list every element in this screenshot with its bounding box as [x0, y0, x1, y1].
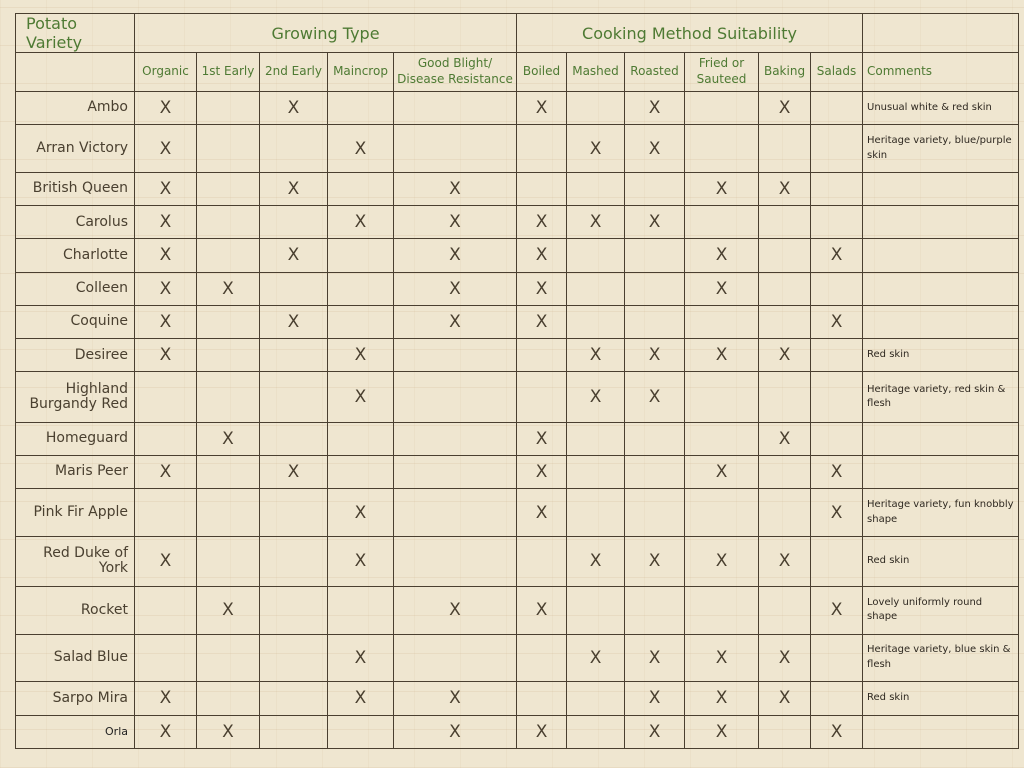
table-row: [16, 587, 1019, 635]
check-mark-cell: X: [685, 634, 759, 682]
empty-cell: [811, 422, 863, 455]
check-mark-cell: X: [811, 715, 863, 749]
check-mark-cell: X: [625, 536, 685, 586]
check-mark-cell: X: [328, 682, 394, 715]
variety-name: Sarpo Mira: [16, 682, 135, 715]
empty-cell: [567, 587, 625, 635]
check-mark-cell: X: [197, 422, 260, 455]
check-mark-cell: X: [759, 536, 811, 586]
check-mark-cell: X: [625, 339, 685, 372]
check-mark-cell: X: [811, 489, 863, 537]
variety-name: Coquine: [16, 305, 135, 338]
check-mark-cell: X: [625, 715, 685, 749]
empty-cell: [759, 587, 811, 635]
check-mark-cell: X: [517, 489, 567, 537]
check-mark-cell: X: [135, 536, 197, 586]
check-mark-cell: X: [567, 634, 625, 682]
empty-cell: [567, 489, 625, 537]
empty-cell: [625, 456, 685, 489]
empty-cell: [260, 125, 328, 173]
comment-cell: [863, 172, 1019, 205]
check-mark-cell: X: [394, 715, 517, 749]
empty-cell: [260, 422, 328, 455]
table-row: [16, 172, 1019, 205]
empty-cell: [625, 489, 685, 537]
table-row: [16, 422, 1019, 455]
variety-name: Desiree: [16, 339, 135, 372]
check-mark-cell: X: [135, 305, 197, 338]
comment-cell: [863, 456, 1019, 489]
empty-cell: [517, 125, 567, 173]
variety-name: Orla: [16, 715, 135, 749]
empty-cell: [135, 372, 197, 422]
table-row: [16, 305, 1019, 338]
empty-cell: [759, 125, 811, 173]
variety-name: Charlotte: [16, 239, 135, 272]
empty-cell: [394, 489, 517, 537]
check-mark-cell: X: [517, 456, 567, 489]
variety-name: Rocket: [16, 587, 135, 635]
comment-cell: Red skin: [863, 682, 1019, 715]
check-mark-cell: X: [567, 339, 625, 372]
check-mark-cell: X: [567, 536, 625, 586]
empty-cell: [759, 305, 811, 338]
check-mark-cell: X: [197, 587, 260, 635]
check-mark-cell: X: [567, 206, 625, 239]
check-mark-cell: X: [328, 536, 394, 586]
check-mark-cell: X: [685, 272, 759, 305]
empty-cell: [759, 206, 811, 239]
empty-cell: [517, 682, 567, 715]
check-mark-cell: X: [625, 634, 685, 682]
empty-cell: [394, 125, 517, 173]
col-salads: Salads: [811, 53, 863, 92]
check-mark-cell: X: [517, 305, 567, 338]
empty-cell: [685, 587, 759, 635]
variety-name: British Queen: [16, 172, 135, 205]
check-mark-cell: X: [394, 272, 517, 305]
cooking-method-header: Cooking Method Suitability: [517, 14, 863, 53]
check-mark-cell: X: [759, 682, 811, 715]
empty-cell: [685, 372, 759, 422]
empty-cell: [567, 272, 625, 305]
check-mark-cell: X: [517, 272, 567, 305]
variety-name: Homeguard: [16, 422, 135, 455]
check-mark-cell: X: [685, 339, 759, 372]
comment-cell: Red skin: [863, 339, 1019, 372]
empty-cell: [260, 372, 328, 422]
empty-cell: [260, 339, 328, 372]
comment-cell: Red skin: [863, 536, 1019, 586]
empty-cell: [394, 339, 517, 372]
variety-header: Potato Variety: [16, 14, 135, 53]
check-mark-cell: X: [135, 456, 197, 489]
empty-cell: [197, 456, 260, 489]
comment-cell: [863, 305, 1019, 338]
empty-cell: [197, 682, 260, 715]
col-maincrop: Maincrop: [328, 53, 394, 92]
table-row: [16, 272, 1019, 305]
comment-cell: [863, 422, 1019, 455]
comment-cell: Heritage variety, blue skin & flesh: [863, 634, 1019, 682]
empty-cell: [567, 239, 625, 272]
check-mark-cell: X: [135, 172, 197, 205]
check-mark-cell: X: [517, 587, 567, 635]
empty-cell: [625, 239, 685, 272]
check-mark-cell: X: [811, 305, 863, 338]
empty-cell: [625, 305, 685, 338]
empty-cell: [685, 489, 759, 537]
comment-cell: Lovely uniformly round shape: [863, 587, 1019, 635]
check-mark-cell: X: [260, 305, 328, 338]
empty-cell: [517, 536, 567, 586]
empty-cell: [811, 125, 863, 173]
check-mark-cell: X: [685, 682, 759, 715]
comments-group-header: [863, 14, 1019, 53]
empty-cell: [517, 634, 567, 682]
check-mark-cell: X: [759, 634, 811, 682]
empty-cell: [759, 239, 811, 272]
check-mark-cell: X: [135, 125, 197, 173]
check-mark-cell: X: [394, 682, 517, 715]
empty-cell: [759, 489, 811, 537]
empty-cell: [759, 715, 811, 749]
variety-name: Red Duke of York: [16, 536, 135, 586]
empty-cell: [260, 206, 328, 239]
empty-cell: [811, 206, 863, 239]
check-mark-cell: X: [328, 489, 394, 537]
empty-cell: [759, 372, 811, 422]
check-mark-cell: X: [517, 239, 567, 272]
empty-cell: [328, 172, 394, 205]
empty-cell: [135, 587, 197, 635]
group-header-row: [16, 14, 1019, 53]
col-roasted: Roasted: [625, 53, 685, 92]
growing-type-header: Growing Type: [135, 14, 517, 53]
check-mark-cell: X: [135, 272, 197, 305]
comment-cell: Unusual white & red skin: [863, 92, 1019, 125]
check-mark-cell: X: [759, 92, 811, 125]
variety-name: Arran Victory: [16, 125, 135, 173]
empty-cell: [811, 172, 863, 205]
empty-cell: [260, 715, 328, 749]
empty-cell: [135, 422, 197, 455]
empty-cell: [685, 206, 759, 239]
variety-name: Colleen: [16, 272, 135, 305]
empty-cell: [197, 339, 260, 372]
empty-cell: [197, 125, 260, 173]
empty-cell: [811, 339, 863, 372]
empty-cell: [135, 634, 197, 682]
check-mark-cell: X: [260, 456, 328, 489]
check-mark-cell: X: [567, 125, 625, 173]
check-mark-cell: X: [394, 239, 517, 272]
empty-cell: [328, 715, 394, 749]
empty-cell: [811, 272, 863, 305]
potato-variety-table: [15, 13, 1019, 749]
empty-cell: [685, 422, 759, 455]
table-row: [16, 92, 1019, 125]
check-mark-cell: X: [811, 456, 863, 489]
empty-cell: [517, 372, 567, 422]
empty-cell: [759, 456, 811, 489]
empty-cell: [517, 172, 567, 205]
check-mark-cell: X: [135, 92, 197, 125]
variety-name: Carolus: [16, 206, 135, 239]
empty-cell: [811, 634, 863, 682]
check-mark-cell: X: [394, 172, 517, 205]
empty-cell: [135, 489, 197, 537]
empty-cell: [567, 715, 625, 749]
empty-cell: [394, 372, 517, 422]
check-mark-cell: X: [135, 239, 197, 272]
empty-cell: [328, 92, 394, 125]
empty-cell: [394, 634, 517, 682]
comment-cell: [863, 206, 1019, 239]
empty-cell: [260, 682, 328, 715]
empty-cell: [328, 422, 394, 455]
empty-cell: [328, 272, 394, 305]
check-mark-cell: X: [135, 682, 197, 715]
empty-cell: [328, 305, 394, 338]
empty-cell: [567, 172, 625, 205]
check-mark-cell: X: [328, 125, 394, 173]
check-mark-cell: X: [328, 634, 394, 682]
col-baking: Baking: [759, 53, 811, 92]
check-mark-cell: X: [517, 206, 567, 239]
empty-cell: [517, 339, 567, 372]
check-mark-cell: X: [567, 372, 625, 422]
check-mark-cell: X: [394, 305, 517, 338]
check-mark-cell: X: [394, 206, 517, 239]
empty-cell: [197, 489, 260, 537]
table-row: [16, 125, 1019, 173]
empty-cell: [811, 682, 863, 715]
empty-cell: [567, 305, 625, 338]
check-mark-cell: X: [685, 239, 759, 272]
empty-cell: [394, 456, 517, 489]
col-blight-resistance: Good Blight/ Disease Resistance: [394, 53, 517, 92]
empty-cell: [260, 634, 328, 682]
check-mark-cell: X: [517, 92, 567, 125]
col-fried-sauteed: Fried or Sauteed: [685, 53, 759, 92]
empty-cell: [625, 272, 685, 305]
empty-cell: [197, 372, 260, 422]
check-mark-cell: X: [260, 172, 328, 205]
check-mark-cell: X: [685, 715, 759, 749]
table-row: [16, 372, 1019, 422]
empty-cell: [260, 489, 328, 537]
empty-cell: [685, 305, 759, 338]
table-row: [16, 715, 1019, 749]
check-mark-cell: X: [328, 339, 394, 372]
check-mark-cell: X: [135, 715, 197, 749]
check-mark-cell: X: [260, 239, 328, 272]
col-comments: Comments: [863, 53, 1019, 92]
comment-cell: Heritage variety, blue/purple skin: [863, 125, 1019, 173]
empty-cell: [328, 456, 394, 489]
table-body: [16, 92, 1019, 749]
check-mark-cell: X: [811, 239, 863, 272]
check-mark-cell: X: [685, 456, 759, 489]
comment-cell: Heritage variety, fun knobbly shape: [863, 489, 1019, 537]
empty-cell: [260, 536, 328, 586]
table-row: [16, 206, 1019, 239]
variety-name: Pink Fir Apple: [16, 489, 135, 537]
check-mark-cell: X: [685, 536, 759, 586]
check-mark-cell: X: [135, 206, 197, 239]
empty-cell: [567, 422, 625, 455]
check-mark-cell: X: [197, 715, 260, 749]
empty-cell: [685, 92, 759, 125]
empty-cell: [394, 536, 517, 586]
comment-cell: [863, 715, 1019, 749]
col-organic: Organic: [135, 53, 197, 92]
check-mark-cell: X: [625, 372, 685, 422]
variety-name: Salad Blue: [16, 634, 135, 682]
table-row: [16, 536, 1019, 586]
empty-cell: [394, 92, 517, 125]
empty-cell: [811, 372, 863, 422]
empty-cell: [197, 92, 260, 125]
check-mark-cell: X: [517, 715, 567, 749]
table-row: [16, 339, 1019, 372]
check-mark-cell: X: [759, 339, 811, 372]
comment-cell: [863, 239, 1019, 272]
check-mark-cell: X: [135, 339, 197, 372]
empty-cell: [625, 587, 685, 635]
col-1st-early: 1st Early: [197, 53, 260, 92]
empty-cell: [197, 536, 260, 586]
comment-cell: Heritage variety, red skin & flesh: [863, 372, 1019, 422]
column-header-row: [16, 53, 1019, 92]
empty-cell: [394, 422, 517, 455]
col-2nd-early: 2nd Early: [260, 53, 328, 92]
empty-cell: [197, 172, 260, 205]
empty-cell: [328, 239, 394, 272]
empty-cell: [197, 305, 260, 338]
check-mark-cell: X: [517, 422, 567, 455]
col-boiled: Boiled: [517, 53, 567, 92]
table-row: [16, 634, 1019, 682]
check-mark-cell: X: [759, 172, 811, 205]
comment-cell: [863, 272, 1019, 305]
table-row: [16, 489, 1019, 537]
variety-subheader: [16, 53, 135, 92]
check-mark-cell: X: [625, 682, 685, 715]
check-mark-cell: X: [197, 272, 260, 305]
variety-name: Ambo: [16, 92, 135, 125]
check-mark-cell: X: [394, 587, 517, 635]
empty-cell: [625, 422, 685, 455]
check-mark-cell: X: [260, 92, 328, 125]
check-mark-cell: X: [328, 206, 394, 239]
empty-cell: [197, 206, 260, 239]
col-mashed: Mashed: [567, 53, 625, 92]
empty-cell: [567, 456, 625, 489]
empty-cell: [260, 587, 328, 635]
check-mark-cell: X: [811, 587, 863, 635]
check-mark-cell: X: [625, 92, 685, 125]
empty-cell: [197, 634, 260, 682]
empty-cell: [567, 682, 625, 715]
empty-cell: [625, 172, 685, 205]
empty-cell: [197, 239, 260, 272]
check-mark-cell: X: [625, 206, 685, 239]
empty-cell: [811, 92, 863, 125]
empty-cell: [328, 587, 394, 635]
table-row: [16, 456, 1019, 489]
variety-name: Maris Peer: [16, 456, 135, 489]
check-mark-cell: X: [328, 372, 394, 422]
table-row: [16, 682, 1019, 715]
check-mark-cell: X: [759, 422, 811, 455]
empty-cell: [811, 536, 863, 586]
empty-cell: [260, 272, 328, 305]
empty-cell: [685, 125, 759, 173]
table-row: [16, 239, 1019, 272]
check-mark-cell: X: [625, 125, 685, 173]
variety-name: Highland Burgandy Red: [16, 372, 135, 422]
empty-cell: [567, 92, 625, 125]
empty-cell: [759, 272, 811, 305]
check-mark-cell: X: [685, 172, 759, 205]
